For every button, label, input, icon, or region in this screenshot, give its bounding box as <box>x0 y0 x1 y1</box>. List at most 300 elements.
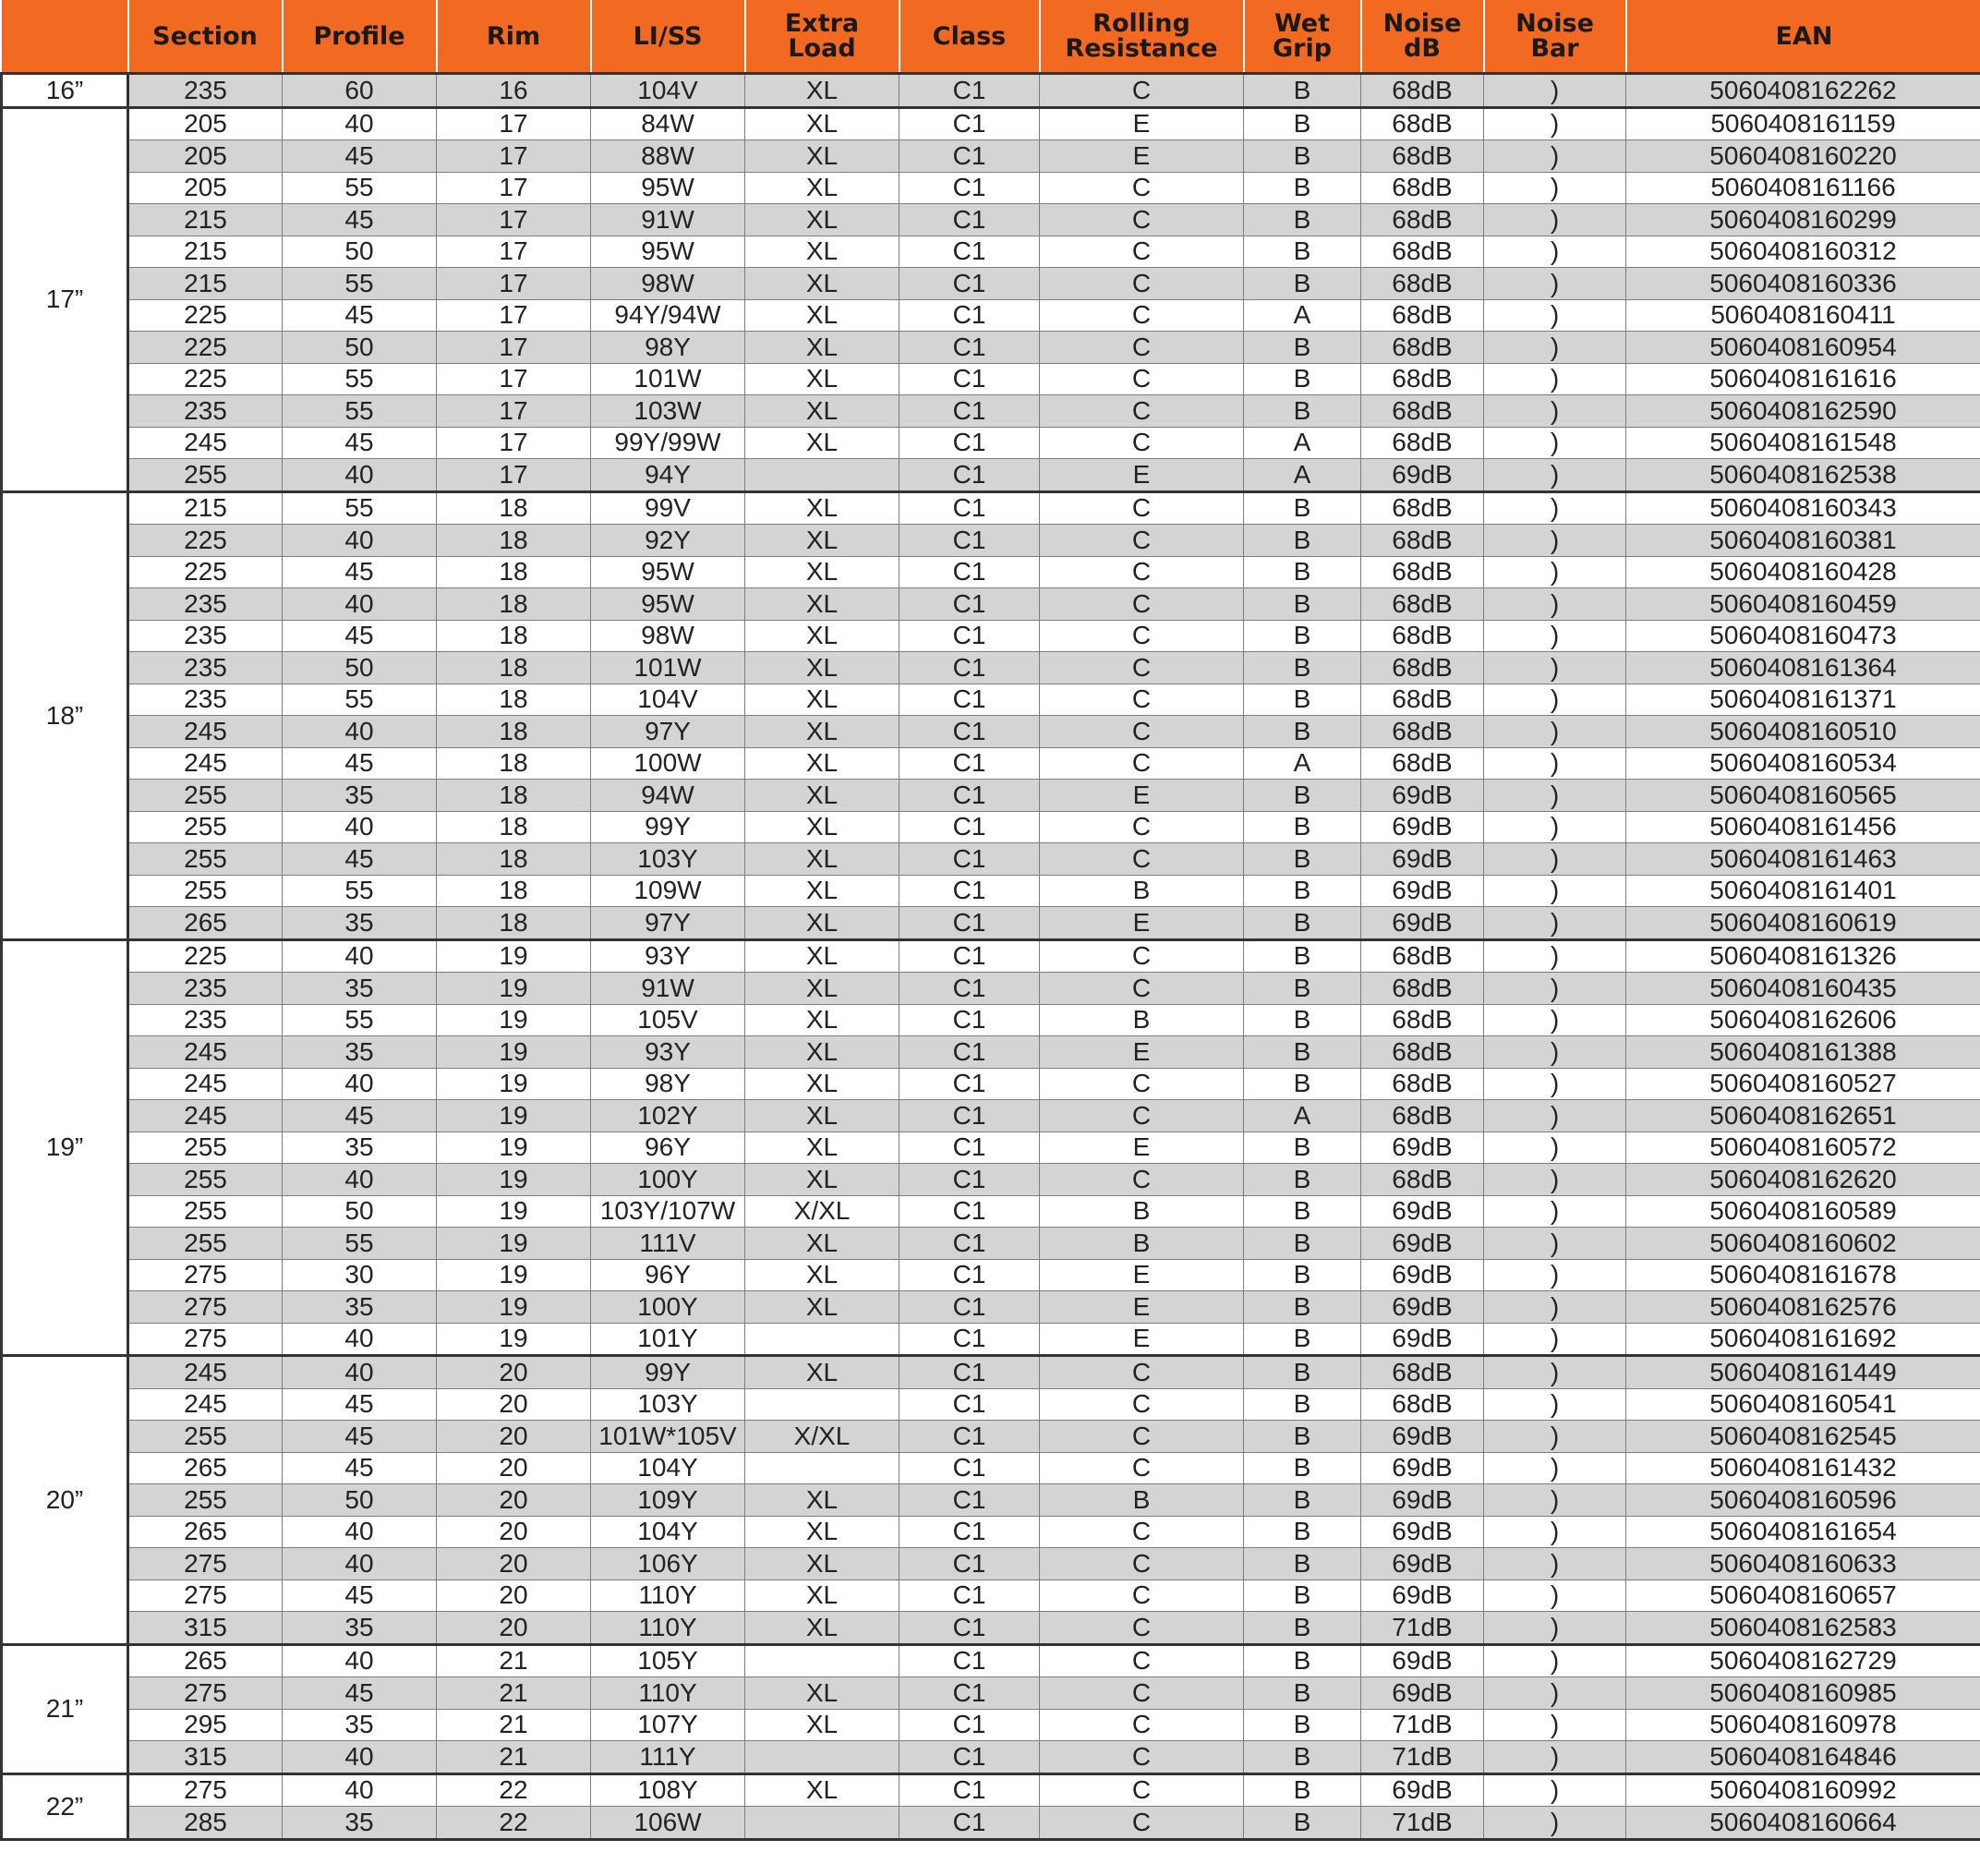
cell-noise-bar: ) <box>1484 973 1626 1005</box>
header-row <box>2 0 1980 74</box>
cell-class: C1 <box>899 363 1040 395</box>
cell-class: C1 <box>899 907 1040 940</box>
cell-profile: 50 <box>283 236 437 268</box>
cell-rim: 21 <box>437 1709 591 1741</box>
cell-ean: 5060408160589 <box>1626 1195 1980 1228</box>
cell-li-ss: 110Y <box>591 1612 745 1645</box>
cell-section: 235 <box>128 652 283 684</box>
cell-class: C1 <box>899 1516 1040 1548</box>
cell-rim: 20 <box>437 1579 591 1612</box>
cell-class: C1 <box>899 973 1040 1005</box>
cell-wet-grip: B <box>1244 1068 1361 1100</box>
cell-rolling-resistance: C <box>1040 1579 1244 1612</box>
cell-class: C1 <box>899 459 1040 492</box>
cell-rolling-resistance: C <box>1040 556 1244 588</box>
cell-class: C1 <box>899 684 1040 716</box>
cell-class: C1 <box>899 1259 1040 1291</box>
cell-rim: 19 <box>437 939 591 973</box>
cell-rim: 19 <box>437 1068 591 1100</box>
cell-wet-grip: B <box>1244 875 1361 907</box>
cell-noise-db: 68dB <box>1361 1100 1484 1132</box>
cell-rim: 17 <box>437 332 591 364</box>
cell-li-ss: 101W <box>591 363 745 395</box>
table-row <box>2 1421 1980 1453</box>
cell-wet-grip: B <box>1244 716 1361 748</box>
cell-rolling-resistance: C <box>1040 620 1244 652</box>
cell-wet-grip: B <box>1244 652 1361 684</box>
cell-section: 255 <box>128 811 283 843</box>
cell-rolling-resistance: E <box>1040 907 1244 940</box>
cell-noise-db: 68dB <box>1361 332 1484 364</box>
cell-noise-bar: ) <box>1484 525 1626 557</box>
cell-ean: 5060408160602 <box>1626 1228 1980 1260</box>
cell-li-ss: 111Y <box>591 1741 745 1774</box>
cell-extra-load <box>745 1388 899 1421</box>
cell-ean: 5060408161432 <box>1626 1452 1980 1484</box>
cell-li-ss: 103W <box>591 395 745 428</box>
cell-noise-bar: ) <box>1484 1677 1626 1710</box>
cell-li-ss: 97Y <box>591 716 745 748</box>
cell-ean: 5060408162590 <box>1626 395 1980 428</box>
cell-noise-bar: ) <box>1484 1516 1626 1548</box>
cell-rolling-resistance: C <box>1040 1612 1244 1645</box>
cell-rolling-resistance: C <box>1040 427 1244 459</box>
cell-section: 255 <box>128 1132 283 1164</box>
cell-extra-load: XL <box>745 395 899 428</box>
cell-rolling-resistance: C <box>1040 588 1244 621</box>
cell-ean: 5060408161326 <box>1626 939 1980 973</box>
table-row <box>2 1548 1980 1580</box>
cell-section: 285 <box>128 1807 283 1840</box>
cell-section: 255 <box>128 459 283 492</box>
cell-rim: 20 <box>437 1548 591 1580</box>
cell-wet-grip: B <box>1244 1484 1361 1517</box>
table-row <box>2 1068 1980 1100</box>
cell-class: C1 <box>899 268 1040 300</box>
cell-noise-bar: ) <box>1484 1228 1626 1260</box>
cell-noise-bar: ) <box>1484 875 1626 907</box>
cell-rolling-resistance: C <box>1040 1516 1244 1548</box>
cell-wet-grip: B <box>1244 1132 1361 1164</box>
cell-ean: 5060408161166 <box>1626 172 1980 204</box>
cell-section: 215 <box>128 236 283 268</box>
header-noise-bar: Noise Bar <box>1484 0 1626 74</box>
cell-li-ss: 98Y <box>591 332 745 364</box>
cell-profile: 55 <box>283 875 437 907</box>
cell-li-ss: 88W <box>591 140 745 173</box>
cell-profile: 55 <box>283 491 437 525</box>
cell-section: 225 <box>128 525 283 557</box>
cell-li-ss: 109W <box>591 875 745 907</box>
cell-wet-grip: B <box>1244 1807 1361 1840</box>
cell-rim: 18 <box>437 588 591 621</box>
cell-noise-db: 68dB <box>1361 204 1484 236</box>
cell-li-ss: 104V <box>591 74 745 108</box>
cell-profile: 50 <box>283 1484 437 1517</box>
cell-li-ss: 105Y <box>591 1644 745 1677</box>
cell-section: 225 <box>128 556 283 588</box>
cell-wet-grip: B <box>1244 556 1361 588</box>
table-row <box>2 1004 1980 1036</box>
cell-extra-load: XL <box>745 1484 899 1517</box>
cell-wet-grip: B <box>1244 1356 1361 1389</box>
cell-ean: 5060408161548 <box>1626 427 1980 459</box>
cell-noise-db: 69dB <box>1361 1195 1484 1228</box>
table-row <box>2 588 1980 621</box>
cell-profile: 45 <box>283 620 437 652</box>
cell-wet-grip: B <box>1244 172 1361 204</box>
cell-ean: 5060408162538 <box>1626 459 1980 492</box>
cell-extra-load: XL <box>745 811 899 843</box>
cell-extra-load: XL <box>745 684 899 716</box>
table-row <box>2 1388 1980 1421</box>
cell-noise-bar: ) <box>1484 363 1626 395</box>
cell-noise-bar: ) <box>1484 620 1626 652</box>
cell-wet-grip: B <box>1244 1452 1361 1484</box>
cell-wet-grip: B <box>1244 1164 1361 1196</box>
cell-noise-db: 71dB <box>1361 1709 1484 1741</box>
cell-profile: 40 <box>283 459 437 492</box>
cell-rim: 22 <box>437 1773 591 1807</box>
cell-noise-bar: ) <box>1484 395 1626 428</box>
cell-li-ss: 104Y <box>591 1516 745 1548</box>
cell-noise-bar: ) <box>1484 939 1626 973</box>
cell-extra-load: XL <box>745 1612 899 1645</box>
cell-noise-bar: ) <box>1484 1164 1626 1196</box>
cell-ean: 5060408160411 <box>1626 299 1980 332</box>
cell-rolling-resistance: C <box>1040 172 1244 204</box>
table-row <box>2 268 1980 300</box>
cell-section: 255 <box>128 875 283 907</box>
cell-section: 245 <box>128 1068 283 1100</box>
table-body <box>2 74 1980 1840</box>
cell-class: C1 <box>899 652 1040 684</box>
table-row <box>2 363 1980 395</box>
cell-li-ss: 95W <box>591 556 745 588</box>
cell-rolling-resistance: C <box>1040 1709 1244 1741</box>
cell-rolling-resistance: C <box>1040 684 1244 716</box>
cell-extra-load: X/XL <box>745 1421 899 1453</box>
cell-noise-db: 71dB <box>1361 1741 1484 1774</box>
cell-noise-bar: ) <box>1484 1068 1626 1100</box>
cell-class: C1 <box>899 1741 1040 1774</box>
table-row <box>2 459 1980 492</box>
cell-wet-grip: B <box>1244 268 1361 300</box>
cell-rolling-resistance: C <box>1040 716 1244 748</box>
cell-noise-bar: ) <box>1484 172 1626 204</box>
cell-wet-grip: B <box>1244 1612 1361 1645</box>
cell-ean: 5060408160435 <box>1626 973 1980 1005</box>
cell-wet-grip: B <box>1244 843 1361 876</box>
cell-rim: 17 <box>437 172 591 204</box>
cell-noise-bar: ) <box>1484 1773 1626 1807</box>
cell-class: C1 <box>899 1356 1040 1389</box>
cell-noise-bar: ) <box>1484 1356 1626 1389</box>
cell-section: 255 <box>128 1164 283 1196</box>
cell-noise-bar: ) <box>1484 491 1626 525</box>
cell-ean: 5060408161616 <box>1626 363 1980 395</box>
cell-wet-grip: B <box>1244 1004 1361 1036</box>
cell-noise-db: 68dB <box>1361 236 1484 268</box>
cell-class: C1 <box>899 491 1040 525</box>
cell-class: C1 <box>899 620 1040 652</box>
cell-extra-load: XL <box>745 747 899 780</box>
table-row <box>2 1677 1980 1710</box>
cell-ean: 5060408160312 <box>1626 236 1980 268</box>
cell-profile: 45 <box>283 556 437 588</box>
cell-section: 225 <box>128 332 283 364</box>
rim-group-label: 20” <box>2 1356 128 1645</box>
cell-li-ss: 103Y <box>591 1388 745 1421</box>
cell-rolling-resistance: C <box>1040 1388 1244 1421</box>
cell-extra-load: XL <box>745 1291 899 1324</box>
cell-noise-db: 68dB <box>1361 140 1484 173</box>
cell-section: 295 <box>128 1709 283 1741</box>
cell-wet-grip: B <box>1244 1516 1361 1548</box>
cell-ean: 5060408160572 <box>1626 1132 1980 1164</box>
cell-extra-load: XL <box>745 1228 899 1260</box>
cell-section: 205 <box>128 107 283 140</box>
cell-class: C1 <box>899 204 1040 236</box>
cell-ean: 5060408162729 <box>1626 1644 1980 1677</box>
cell-noise-bar: ) <box>1484 1452 1626 1484</box>
cell-noise-bar: ) <box>1484 1421 1626 1453</box>
cell-profile: 45 <box>283 140 437 173</box>
cell-rolling-resistance: B <box>1040 1484 1244 1517</box>
cell-rim: 17 <box>437 299 591 332</box>
cell-noise-db: 68dB <box>1361 1388 1484 1421</box>
cell-profile: 35 <box>283 907 437 940</box>
header-rim: Rim <box>437 0 591 74</box>
cell-section: 245 <box>128 1388 283 1421</box>
cell-noise-bar: ) <box>1484 1548 1626 1580</box>
cell-noise-db: 69dB <box>1361 811 1484 843</box>
cell-ean: 5060408161692 <box>1626 1323 1980 1356</box>
cell-profile: 55 <box>283 1004 437 1036</box>
cell-wet-grip: B <box>1244 907 1361 940</box>
cell-wet-grip: A <box>1244 747 1361 780</box>
cell-section: 275 <box>128 1548 283 1580</box>
cell-ean: 5060408160633 <box>1626 1548 1980 1580</box>
cell-rolling-resistance: C <box>1040 1773 1244 1807</box>
table-row <box>2 875 1980 907</box>
cell-noise-bar: ) <box>1484 1259 1626 1291</box>
table-row <box>2 716 1980 748</box>
cell-rim: 19 <box>437 1004 591 1036</box>
cell-noise-db: 68dB <box>1361 107 1484 140</box>
cell-wet-grip: B <box>1244 140 1361 173</box>
cell-wet-grip: B <box>1244 107 1361 140</box>
cell-class: C1 <box>899 1484 1040 1517</box>
cell-li-ss: 100W <box>591 747 745 780</box>
cell-noise-db: 69dB <box>1361 1677 1484 1710</box>
cell-section: 245 <box>128 1356 283 1389</box>
cell-ean: 5060408160336 <box>1626 268 1980 300</box>
cell-extra-load: XL <box>745 1773 899 1807</box>
header-profile: Profile <box>283 0 437 74</box>
cell-profile: 35 <box>283 973 437 1005</box>
cell-rolling-resistance: E <box>1040 1259 1244 1291</box>
cell-profile: 55 <box>283 684 437 716</box>
cell-rolling-resistance: C <box>1040 525 1244 557</box>
cell-wet-grip: B <box>1244 363 1361 395</box>
cell-profile: 45 <box>283 1388 437 1421</box>
cell-extra-load <box>745 1644 899 1677</box>
cell-li-ss: 91W <box>591 973 745 1005</box>
cell-profile: 50 <box>283 652 437 684</box>
cell-wet-grip: B <box>1244 684 1361 716</box>
cell-section: 275 <box>128 1323 283 1356</box>
header-rolling-resistance: Rolling Resistance <box>1040 0 1244 74</box>
cell-section: 235 <box>128 684 283 716</box>
cell-wet-grip: B <box>1244 939 1361 973</box>
cell-wet-grip: B <box>1244 1579 1361 1612</box>
cell-li-ss: 96Y <box>591 1259 745 1291</box>
table-row <box>2 1644 1980 1677</box>
cell-profile: 40 <box>283 1356 437 1389</box>
cell-rolling-resistance: E <box>1040 1291 1244 1324</box>
cell-class: C1 <box>899 875 1040 907</box>
cell-wet-grip: B <box>1244 588 1361 621</box>
cell-extra-load: XL <box>745 1548 899 1580</box>
cell-section: 265 <box>128 1516 283 1548</box>
cell-class: C1 <box>899 427 1040 459</box>
cell-li-ss: 108Y <box>591 1773 745 1807</box>
cell-class: C1 <box>899 1677 1040 1710</box>
cell-ean: 5060408161678 <box>1626 1259 1980 1291</box>
cell-ean: 5060408160381 <box>1626 525 1980 557</box>
table-row <box>2 684 1980 716</box>
cell-class: C1 <box>899 1388 1040 1421</box>
cell-li-ss: 98Y <box>591 1068 745 1100</box>
cell-li-ss: 98W <box>591 268 745 300</box>
cell-rim: 22 <box>437 1807 591 1840</box>
cell-extra-load: XL <box>745 1132 899 1164</box>
cell-rolling-resistance: B <box>1040 1228 1244 1260</box>
cell-rim: 16 <box>437 74 591 108</box>
cell-section: 245 <box>128 427 283 459</box>
cell-section: 275 <box>128 1259 283 1291</box>
cell-profile: 45 <box>283 1100 437 1132</box>
table-row <box>2 973 1980 1005</box>
cell-noise-bar: ) <box>1484 811 1626 843</box>
table-row <box>2 1195 1980 1228</box>
cell-section: 245 <box>128 747 283 780</box>
cell-noise-bar: ) <box>1484 588 1626 621</box>
table-row <box>2 491 1980 525</box>
cell-rolling-resistance: C <box>1040 363 1244 395</box>
cell-rolling-resistance: C <box>1040 395 1244 428</box>
cell-li-ss: 105V <box>591 1004 745 1036</box>
cell-ean: 5060408161371 <box>1626 684 1980 716</box>
cell-section: 215 <box>128 491 283 525</box>
cell-noise-db: 68dB <box>1361 268 1484 300</box>
cell-rim: 20 <box>437 1356 591 1389</box>
cell-li-ss: 110Y <box>591 1579 745 1612</box>
cell-profile: 45 <box>283 299 437 332</box>
header-wet-grip: Wet Grip <box>1244 0 1361 74</box>
cell-extra-load <box>745 1323 899 1356</box>
cell-noise-db: 68dB <box>1361 556 1484 588</box>
cell-li-ss: 109Y <box>591 1484 745 1517</box>
cell-rim: 17 <box>437 236 591 268</box>
cell-rim: 18 <box>437 556 591 588</box>
table-row <box>2 1259 1980 1291</box>
cell-class: C1 <box>899 780 1040 812</box>
cell-wet-grip: B <box>1244 1323 1361 1356</box>
cell-li-ss: 103Y/107W <box>591 1195 745 1228</box>
cell-ean: 5060408160565 <box>1626 780 1980 812</box>
cell-profile: 35 <box>283 1709 437 1741</box>
cell-class: C1 <box>899 1004 1040 1036</box>
cell-extra-load: XL <box>745 107 899 140</box>
cell-li-ss: 104Y <box>591 1452 745 1484</box>
table-row <box>2 1741 1980 1774</box>
table-row <box>2 1709 1980 1741</box>
cell-wet-grip: B <box>1244 1644 1361 1677</box>
cell-noise-bar: ) <box>1484 236 1626 268</box>
cell-li-ss: 106W <box>591 1807 745 1840</box>
cell-class: C1 <box>899 1164 1040 1196</box>
table-row <box>2 1773 1980 1807</box>
cell-extra-load: XL <box>745 556 899 588</box>
cell-noise-db: 69dB <box>1361 843 1484 876</box>
cell-class: C1 <box>899 1644 1040 1677</box>
cell-profile: 45 <box>283 1677 437 1710</box>
cell-profile: 45 <box>283 747 437 780</box>
cell-rolling-resistance: C <box>1040 652 1244 684</box>
cell-profile: 40 <box>283 939 437 973</box>
cell-noise-bar: ) <box>1484 1709 1626 1741</box>
cell-extra-load: XL <box>745 1164 899 1196</box>
cell-noise-bar: ) <box>1484 1388 1626 1421</box>
cell-ean: 5060408160299 <box>1626 204 1980 236</box>
cell-section: 235 <box>128 1004 283 1036</box>
cell-rim: 19 <box>437 1195 591 1228</box>
cell-profile: 60 <box>283 74 437 108</box>
cell-ean: 5060408160220 <box>1626 140 1980 173</box>
cell-section: 235 <box>128 973 283 1005</box>
cell-extra-load: XL <box>745 525 899 557</box>
cell-ean: 5060408160510 <box>1626 716 1980 748</box>
cell-rolling-resistance: C <box>1040 1452 1244 1484</box>
cell-rolling-resistance: C <box>1040 1164 1244 1196</box>
cell-noise-bar: ) <box>1484 780 1626 812</box>
header-rim-group <box>2 0 128 74</box>
cell-ean: 5060408162262 <box>1626 74 1980 108</box>
table-row <box>2 525 1980 557</box>
cell-section: 265 <box>128 1644 283 1677</box>
cell-ean: 5060408160534 <box>1626 747 1980 780</box>
cell-rolling-resistance: C <box>1040 74 1244 108</box>
cell-noise-bar: ) <box>1484 1004 1626 1036</box>
cell-rim: 19 <box>437 1228 591 1260</box>
cell-noise-bar: ) <box>1484 1132 1626 1164</box>
cell-extra-load: XL <box>745 140 899 173</box>
cell-extra-load <box>745 1807 899 1840</box>
cell-ean: 5060408161388 <box>1626 1036 1980 1069</box>
cell-wet-grip: B <box>1244 1388 1361 1421</box>
table-row <box>2 1164 1980 1196</box>
cell-ean: 5060408161654 <box>1626 1516 1980 1548</box>
cell-rim: 17 <box>437 107 591 140</box>
cell-rolling-resistance: E <box>1040 1036 1244 1069</box>
cell-wet-grip: B <box>1244 1677 1361 1710</box>
cell-rolling-resistance: B <box>1040 1195 1244 1228</box>
cell-class: C1 <box>899 588 1040 621</box>
cell-li-ss: 95W <box>591 172 745 204</box>
cell-noise-bar: ) <box>1484 332 1626 364</box>
